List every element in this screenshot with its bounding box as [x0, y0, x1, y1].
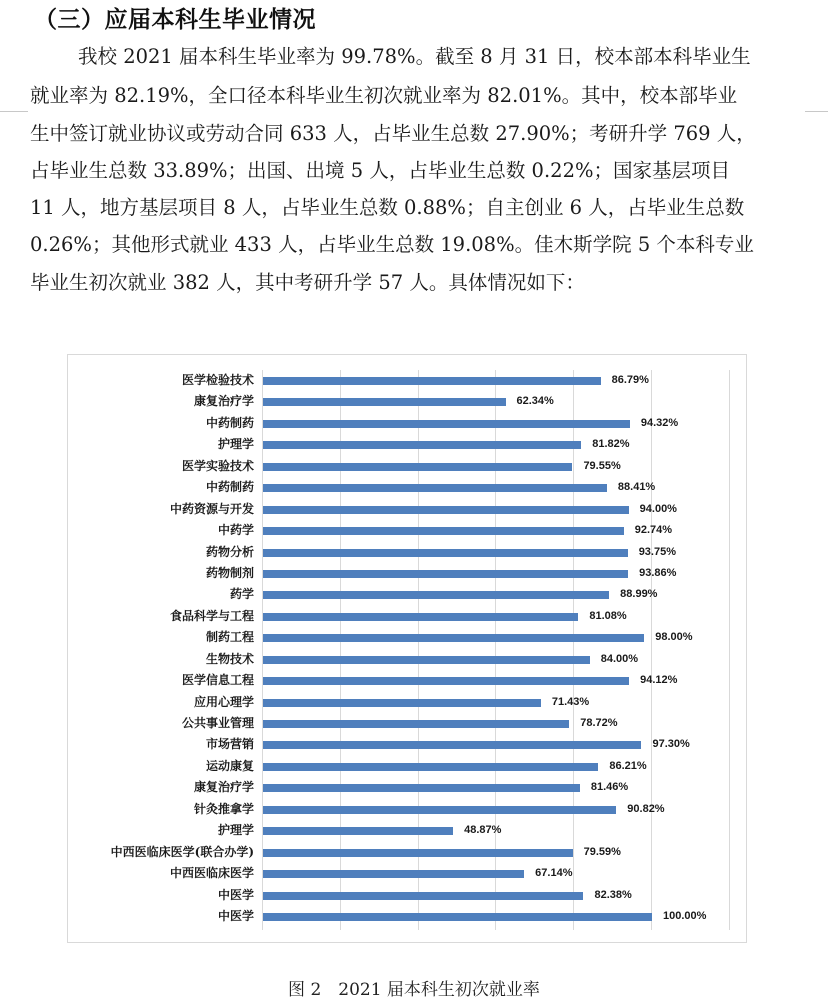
value-label: 86.79% — [611, 374, 649, 386]
category-label: 医学实验技术 — [181, 458, 254, 473]
value-label: 94.12% — [640, 674, 678, 687]
category-label: 公共事业管理 — [181, 716, 254, 731]
bar — [263, 377, 601, 385]
value-label: 93.86% — [639, 566, 677, 579]
chart-row — [181, 370, 732, 391]
chart-row — [169, 863, 732, 884]
category-label: 医学信息工程 — [181, 673, 254, 688]
category-label: 生物技术 — [205, 651, 254, 666]
value-label: 94.32% — [640, 416, 679, 429]
bar-chart-plot-area — [110, 370, 732, 930]
category-label: 中药制药 — [205, 480, 254, 495]
figure-caption: 图 2 2021 届本科生初次就业率 — [288, 980, 540, 1000]
bar — [263, 527, 624, 535]
category-label: 中药制药 — [205, 415, 254, 430]
bar — [263, 870, 524, 878]
chart-row — [217, 906, 732, 927]
bar — [263, 549, 628, 557]
bar — [263, 849, 573, 857]
chart-row — [193, 799, 732, 820]
category-label: 中药学 — [217, 523, 254, 538]
chart-row — [193, 692, 732, 713]
category-label: 中药资源与开发 — [169, 501, 254, 516]
category-label: 护理学 — [217, 437, 254, 452]
paragraph-line: 占毕业生总数 33.89%；出国、出境 5 人，占毕业生总数 0.22%；国家基层项目 — [30, 159, 731, 182]
paragraph-line: 11 人，地方基层项目 8 人，占毕业生总数 0.88%；自主创业 6 人，占毕业生总数 — [30, 196, 745, 219]
chart-row — [205, 756, 732, 777]
value-label: 94.00% — [639, 502, 677, 515]
value-label: 79.59% — [583, 845, 621, 858]
chart-row — [217, 820, 732, 841]
bar — [263, 720, 569, 728]
margin-rule-left — [0, 111, 28, 112]
chart-row — [205, 413, 732, 434]
category-label: 中医学 — [217, 887, 254, 902]
chart-row — [229, 584, 732, 605]
bar — [263, 420, 630, 428]
bar — [263, 913, 652, 921]
chart-row — [181, 456, 732, 477]
chart-row — [169, 606, 732, 627]
chart-row — [110, 842, 732, 863]
value-label: 88.99% — [620, 588, 658, 601]
bar — [263, 827, 453, 835]
value-label: 90.82% — [627, 802, 665, 815]
bar — [263, 656, 590, 664]
bar — [263, 613, 578, 621]
bar — [263, 806, 616, 814]
value-label: 48.87% — [464, 824, 502, 837]
category-label: 针灸推拿学 — [193, 801, 254, 816]
category-label: 护理学 — [217, 823, 254, 838]
category-label: 中医学 — [217, 909, 254, 923]
chart-row — [205, 734, 732, 755]
chart-row — [205, 477, 732, 498]
chart-row — [193, 391, 732, 412]
section-title: （三）应届本科生毕业情况 — [34, 7, 316, 33]
chart-row — [217, 520, 732, 541]
chart-row — [205, 542, 732, 563]
paragraph-line: 毕业生初次就业 382 人，其中考研升学 57 人。具体情况如下： — [30, 271, 585, 294]
category-label: 中西医临床医学 — [169, 866, 254, 881]
chart-row — [169, 499, 732, 520]
category-label: 应用心理学 — [193, 694, 254, 709]
bar — [263, 634, 644, 642]
value-label: 84.00% — [600, 652, 639, 665]
chart-row — [181, 713, 732, 734]
paragraph-line: 0.26%；其他形式就业 433 人，占毕业生总数 19.08%。佳木斯学院 5 个本科专业 — [30, 233, 754, 256]
value-label: 93.75% — [638, 545, 676, 558]
category-label: 市场营销 — [205, 737, 254, 752]
bar — [263, 677, 629, 685]
bar — [263, 763, 598, 771]
value-label: 86.21% — [609, 759, 647, 772]
chart-row — [193, 777, 732, 798]
value-label: 92.74% — [634, 524, 673, 537]
category-label: 药物制剂 — [205, 565, 254, 580]
bar — [263, 892, 583, 900]
value-label: 98.00% — [655, 631, 693, 644]
bar — [263, 741, 641, 749]
value-label: 62.34% — [516, 395, 554, 408]
category-label: 药物分析 — [205, 544, 254, 559]
value-label: 100.00% — [663, 910, 707, 922]
paragraph-line: 我校 2021 届本科生毕业率为 99.78%。截至 8 月 31 日，校本部本科毕业生 — [78, 45, 751, 68]
value-label: 79.55% — [583, 459, 621, 472]
bar — [263, 591, 609, 599]
chart-row — [217, 885, 732, 906]
value-label: 88.41% — [617, 481, 656, 494]
bar — [263, 784, 580, 792]
bar — [263, 398, 506, 406]
chart-row — [205, 627, 732, 648]
category-label: 康复治疗学 — [193, 780, 254, 795]
chart-row — [205, 649, 732, 670]
value-label: 78.72% — [580, 717, 618, 730]
bar — [263, 463, 572, 471]
paragraph-line: 就业率为 82.19%，全口径本科毕业生初次就业率为 82.01%。其中，校本部毕业 — [30, 84, 738, 107]
category-label: 康复治疗学 — [193, 394, 254, 409]
chart-row — [181, 670, 732, 691]
category-label: 制药工程 — [205, 630, 254, 645]
value-label: 82.38% — [594, 888, 632, 901]
chart-row — [217, 434, 732, 455]
category-label: 医学检验技术 — [181, 373, 254, 387]
paragraph-line: 生中签订就业协议或劳动合同 633 人，占毕业生总数 27.90%；考研升学 769 人， — [30, 122, 756, 145]
bar — [263, 484, 607, 492]
value-label: 81.82% — [592, 438, 630, 451]
value-label: 97.30% — [652, 738, 690, 751]
bar — [263, 570, 628, 578]
value-label: 81.08% — [589, 609, 627, 622]
value-label: 81.46% — [590, 781, 629, 794]
category-label: 药学 — [229, 587, 254, 602]
value-label: 71.43% — [551, 695, 590, 708]
bar — [263, 441, 581, 449]
category-label: 中西医临床医学(联合办学) — [110, 844, 254, 859]
bar — [263, 699, 541, 707]
chart-row — [205, 563, 732, 584]
margin-rule-right — [805, 111, 828, 112]
category-label: 食品科学与工程 — [169, 608, 254, 623]
category-label: 运动康复 — [205, 758, 254, 773]
bar — [263, 506, 629, 514]
value-label: 67.14% — [535, 867, 573, 880]
